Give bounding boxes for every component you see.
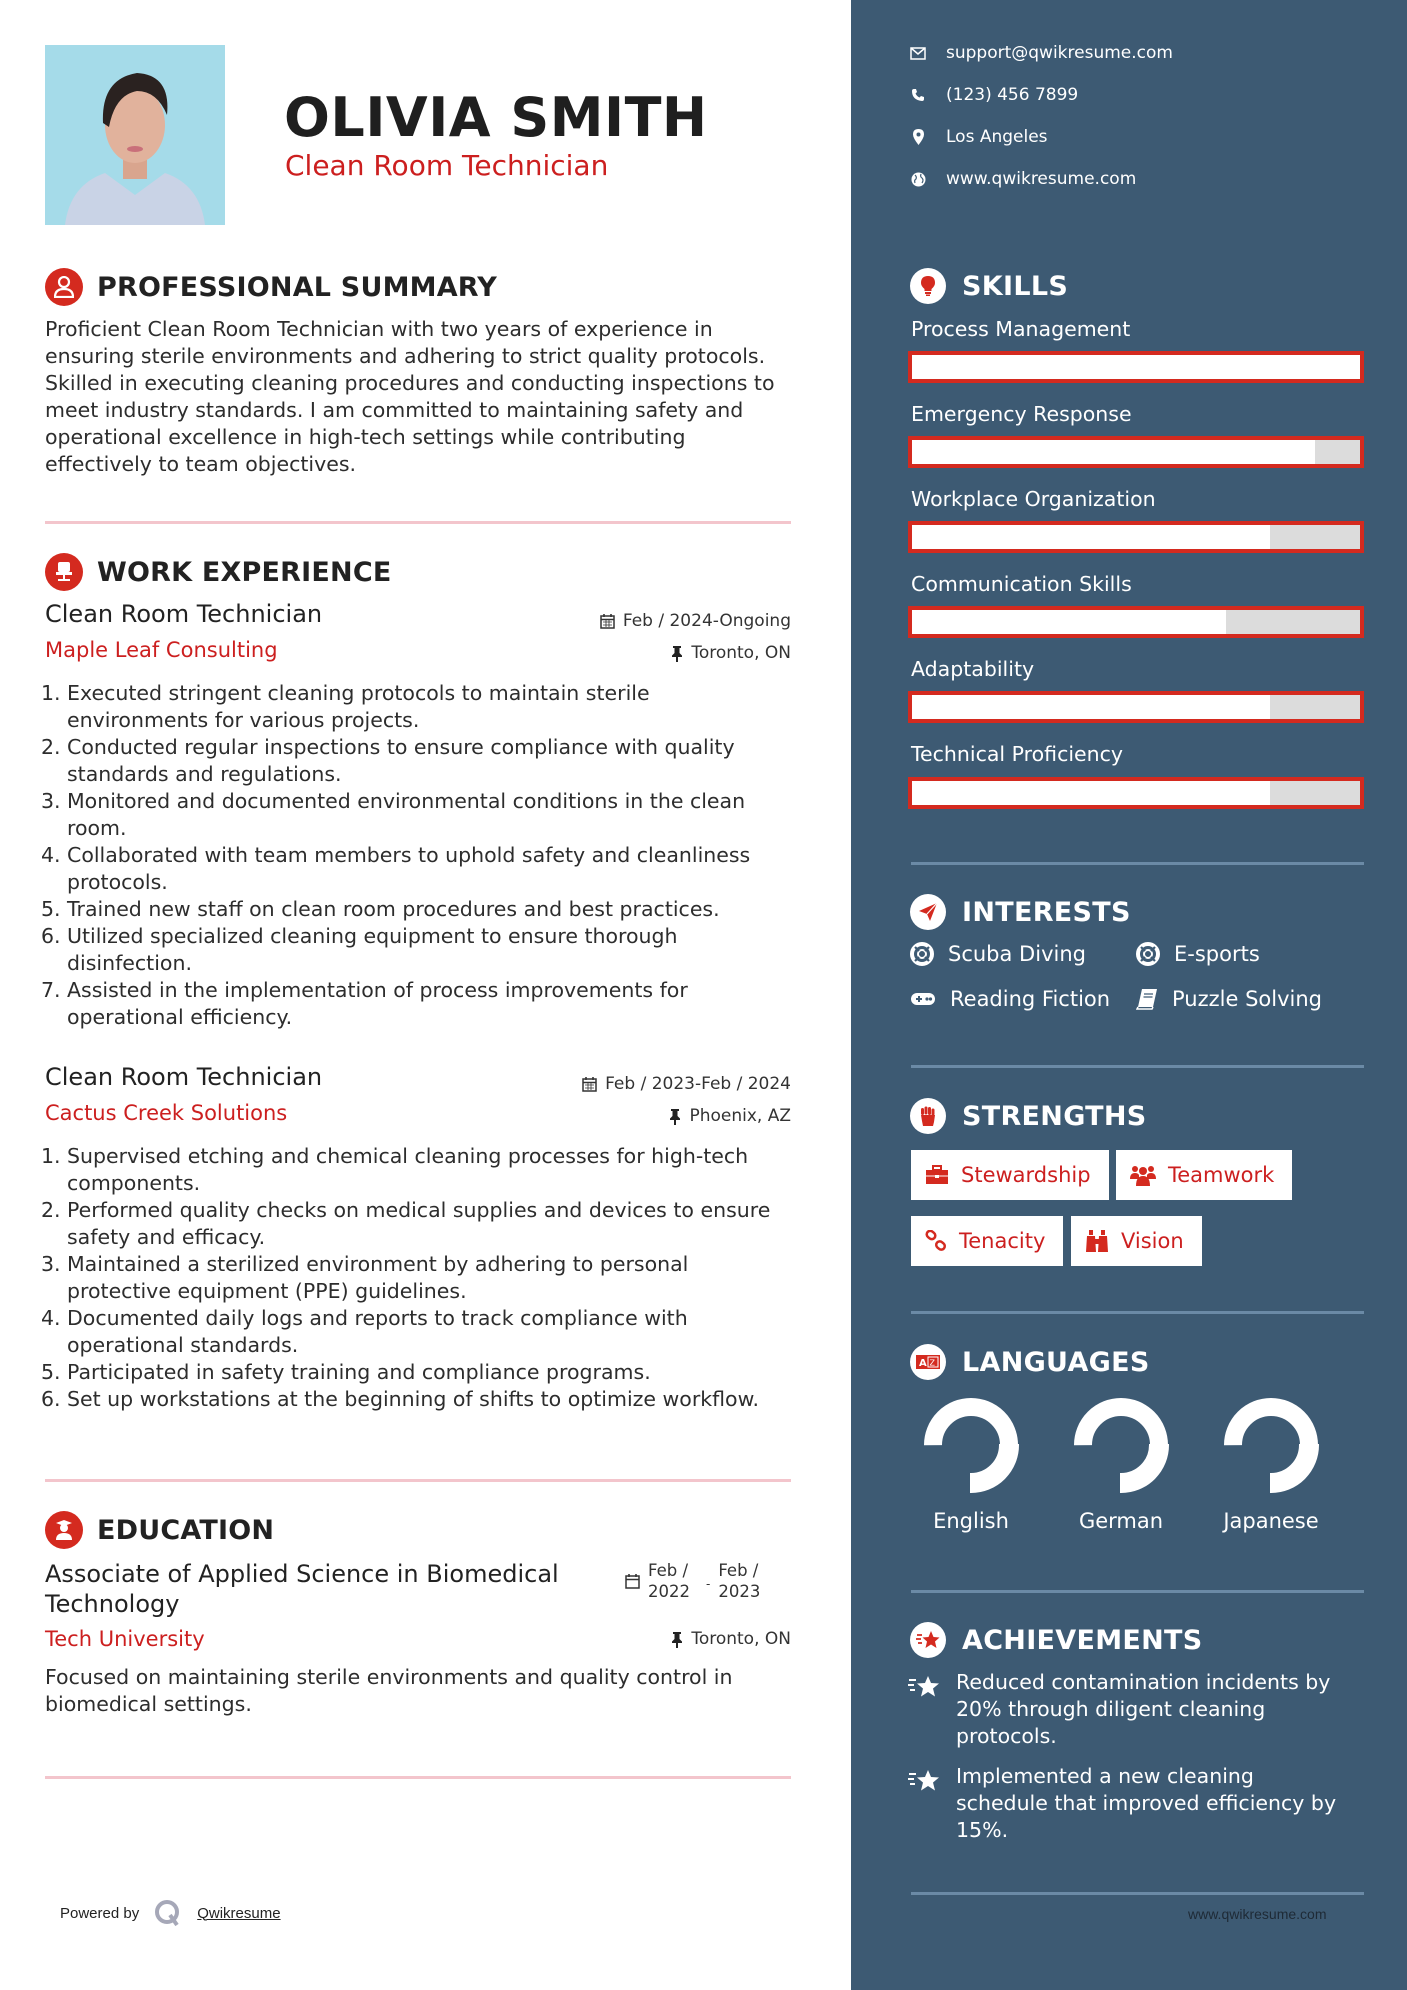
- email-text: support@qwikresume.com: [946, 43, 1173, 63]
- skills-title: SKILLS: [962, 270, 1069, 302]
- interest-label: Reading Fiction: [950, 987, 1111, 1011]
- language-label: Japanese: [1223, 1509, 1319, 1533]
- calendar-icon: [625, 1573, 640, 1589]
- interest-item: [910, 942, 1086, 966]
- profile-photo: [45, 45, 225, 225]
- summary-title: PROFESSIONAL SUMMARY: [97, 271, 498, 303]
- language-label: English: [933, 1509, 1009, 1533]
- list-item: 4. Documented daily logs and reports to track compliance with operational standards.: [41, 1306, 688, 1357]
- pushpin-icon: [671, 1631, 683, 1648]
- portrait-image: [45, 45, 225, 225]
- dates-text: Feb / 2023-Feb / 2024: [605, 1074, 791, 1094]
- list-item: 1. Supervised etching and chemical cleaning processes for high-tech components.: [41, 1144, 749, 1195]
- language-label: German: [1078, 1509, 1164, 1533]
- candidate-name: OLIVIA SMITH: [284, 86, 708, 149]
- job-title: Clean Room Technician: [45, 1063, 323, 1091]
- skills-section-header: [910, 268, 1068, 304]
- list-item: 2. Performed quality checks on medical supplies and devices to ensure safety and efficacy.: [41, 1198, 771, 1249]
- dates-text: Feb / 2024-Ongoing: [622, 611, 791, 631]
- footer-website-link[interactable]: www.qwikresume.com: [1188, 1906, 1327, 1922]
- job-location: [669, 1106, 791, 1126]
- education-location: [671, 1629, 791, 1649]
- paper-plane-icon: [910, 894, 946, 930]
- strengths-section-header: [910, 1098, 1147, 1134]
- phone-text: (123) 456 7899: [946, 85, 1079, 105]
- website-text: www.qwikresume.com: [946, 169, 1137, 189]
- users-icon: [1130, 1164, 1156, 1186]
- language-item: [1061, 1397, 1181, 1533]
- qwikresume-link[interactable]: Qwikresume: [197, 1904, 281, 1922]
- envelope-icon: [910, 45, 926, 61]
- job-bullets: [41, 1143, 795, 1413]
- contact-website: [910, 169, 1136, 189]
- globe-icon: [910, 171, 926, 187]
- interest-item: [1136, 942, 1260, 966]
- start-date: Feb / 2022: [648, 1561, 690, 1601]
- calendar-icon: [582, 1076, 597, 1092]
- job-title: Clean Room Technician: [45, 600, 323, 628]
- strength-label: Vision: [1121, 1229, 1184, 1253]
- section-divider: [911, 1311, 1364, 1314]
- language-item: [911, 1397, 1031, 1533]
- candidate-role: Clean Room Technician: [285, 149, 609, 182]
- svg-text:A: A: [919, 1358, 927, 1369]
- job-bullets: [41, 680, 795, 1031]
- skill-fill: [912, 525, 1270, 549]
- skill-label: Technical Proficiency: [911, 742, 1124, 766]
- skill-label: Adaptability: [911, 657, 1035, 681]
- strength-badge: [911, 1150, 1109, 1200]
- strength-label: Teamwork: [1168, 1163, 1275, 1187]
- fist-icon: [910, 1098, 946, 1134]
- job-dates: [600, 611, 791, 631]
- interests-title: INTERESTS: [962, 896, 1131, 928]
- list-item: 6. Set up workstations at the beginning of shifts to optimize workflow.: [41, 1387, 760, 1411]
- skill-fill: [912, 610, 1226, 634]
- gamepad-icon: [910, 991, 936, 1007]
- section-divider: [45, 521, 791, 524]
- contact-location: [910, 127, 1048, 147]
- list-item: 5. Trained new staff on clean room procedures and best practices.: [41, 897, 720, 921]
- office-chair-icon: [45, 553, 83, 591]
- pushpin-icon: [669, 1108, 681, 1125]
- languages-section-header: [910, 1344, 1150, 1380]
- strength-badge: [1071, 1216, 1202, 1266]
- skill-bar: [908, 777, 1364, 809]
- interest-item: [910, 987, 1110, 1011]
- user-icon: [45, 268, 83, 306]
- shooting-star-icon: [908, 1669, 942, 1750]
- achievement-item: [908, 1763, 1348, 1844]
- strength-badge: [1116, 1150, 1292, 1200]
- strengths-title: STRENGTHS: [962, 1100, 1147, 1132]
- achievements-title: ACHIEVEMENTS: [962, 1624, 1203, 1656]
- graduate-icon: [45, 1511, 83, 1549]
- school-name: Tech University: [45, 1627, 205, 1651]
- date-separator: -: [706, 1577, 711, 1591]
- powered-by-footer: [60, 1898, 281, 1928]
- achievement-text: Reduced contamination incidents by 20% through diligent cleaning protocols.: [956, 1670, 1331, 1748]
- location-text: Phoenix, AZ: [689, 1106, 791, 1126]
- section-divider: [911, 1065, 1364, 1068]
- skill-label: Process Management: [911, 317, 1131, 341]
- section-divider: [911, 1590, 1364, 1593]
- end-date: Feb / 2023: [718, 1561, 761, 1601]
- location-text: Toronto, ON: [691, 643, 791, 663]
- language-item: [1211, 1397, 1331, 1533]
- qwikresume-logo-icon: [153, 1898, 183, 1928]
- list-item: 3. Monitored and documented environmental conditions in the clean room.: [41, 789, 746, 840]
- life-ring-icon: [1136, 942, 1160, 966]
- book-icon: [1136, 988, 1158, 1010]
- language-donut-chart: [923, 1397, 1019, 1493]
- skill-label: Communication Skills: [911, 572, 1132, 596]
- education-description: Focused on maintaining sterile environments and quality control in biomedical settings.: [45, 1665, 733, 1716]
- skill-bar: [908, 606, 1364, 638]
- shooting-star-icon: [908, 1763, 942, 1844]
- achievement-text: Implemented a new cleaning schedule that improved efficiency by 15%.: [956, 1764, 1337, 1842]
- life-ring-icon: [910, 942, 934, 966]
- strength-label: Tenacity: [959, 1229, 1046, 1253]
- experience-section-header: [45, 553, 391, 591]
- skill-fill: [912, 440, 1315, 464]
- section-divider: [45, 1479, 791, 1482]
- contact-phone: [910, 85, 1078, 105]
- section-divider: [911, 862, 1364, 865]
- translate-icon: [910, 1344, 946, 1380]
- chain-link-icon: [925, 1230, 947, 1252]
- education-title: EDUCATION: [97, 1514, 275, 1546]
- calendar-icon: [600, 613, 615, 629]
- location-text: Los Angeles: [946, 127, 1048, 147]
- lightbulb-icon: [910, 268, 946, 304]
- contact-email: [910, 43, 1173, 63]
- briefcase-icon: [925, 1165, 949, 1185]
- summary-section-header: [45, 268, 497, 306]
- binoculars-icon: [1085, 1229, 1109, 1253]
- skill-bar: [908, 436, 1364, 468]
- language-donut-chart: [1073, 1397, 1169, 1493]
- languages-title: LANGUAGES: [962, 1346, 1150, 1378]
- skill-fill: [912, 695, 1270, 719]
- section-divider: [45, 1776, 791, 1779]
- location-text: Toronto, ON: [691, 1629, 791, 1649]
- experience-title: WORK EXPERIENCE: [97, 556, 392, 588]
- skill-fill: [912, 355, 1360, 379]
- interest-item: [1136, 987, 1322, 1011]
- map-marker-icon: [910, 129, 926, 145]
- degree-title: Associate of Applied Science in Biomedical Technology: [45, 1560, 559, 1618]
- achievements-section-header: [910, 1622, 1203, 1658]
- company-name: Maple Leaf Consulting: [45, 638, 278, 662]
- summary-text: Proficient Clean Room Technician with two years of experience in ensuring sterile environments and adhering to strict quality protocols. Skilled in executing cleaning procedures and conducting inspections to meet industry standards. I am committed to maintaining safety and operational excellence in high-tech settings while contributing effectively to team objectives.: [45, 317, 775, 476]
- skill-label: Workplace Organization: [911, 487, 1156, 511]
- list-item: 1. Executed stringent cleaning protocols to maintain sterile environments for various projects.: [41, 681, 650, 732]
- pushpin-icon: [671, 645, 683, 662]
- achievement-item: [908, 1669, 1348, 1750]
- skill-label: Emergency Response: [911, 402, 1132, 426]
- list-item: 7. Assisted in the implementation of process improvements for operational efficiency.: [41, 978, 688, 1029]
- interest-label: Scuba Diving: [948, 942, 1086, 966]
- list-item: 2. Conducted regular inspections to ensure compliance with quality standards and regulations.: [41, 735, 735, 786]
- education-section-header: [45, 1511, 274, 1549]
- language-donut-chart: [1223, 1397, 1319, 1493]
- strength-badge: [911, 1216, 1063, 1266]
- section-divider: [911, 1892, 1364, 1895]
- list-item: 6. Utilized specialized cleaning equipment to ensure thorough disinfection.: [41, 924, 678, 975]
- job-dates: [582, 1074, 791, 1094]
- list-item: 4. Collaborated with team members to uphold safety and cleanliness protocols.: [41, 843, 751, 894]
- powered-by-label: Powered by: [60, 1904, 140, 1922]
- skill-fill: [912, 781, 1270, 805]
- list-item: 3. Maintained a sterilized environment by adhering to personal protective equipment (PPE) guidelines.: [41, 1252, 689, 1303]
- shooting-star-icon: [910, 1622, 946, 1658]
- education-dates: [625, 1560, 768, 1602]
- job-location: [671, 643, 791, 663]
- interest-label: E-sports: [1174, 942, 1260, 966]
- phone-icon: [910, 87, 926, 103]
- interests-section-header: [910, 894, 1131, 930]
- list-item: 5. Participated in safety training and compliance programs.: [41, 1360, 651, 1384]
- skill-bar: [908, 691, 1364, 723]
- strength-label: Stewardship: [961, 1163, 1091, 1187]
- svg-text:Z: Z: [929, 1358, 935, 1368]
- interest-label: Puzzle Solving: [1172, 987, 1322, 1011]
- skill-bar: [908, 521, 1364, 553]
- company-name: Cactus Creek Solutions: [45, 1101, 288, 1125]
- skill-bar: [908, 351, 1364, 383]
